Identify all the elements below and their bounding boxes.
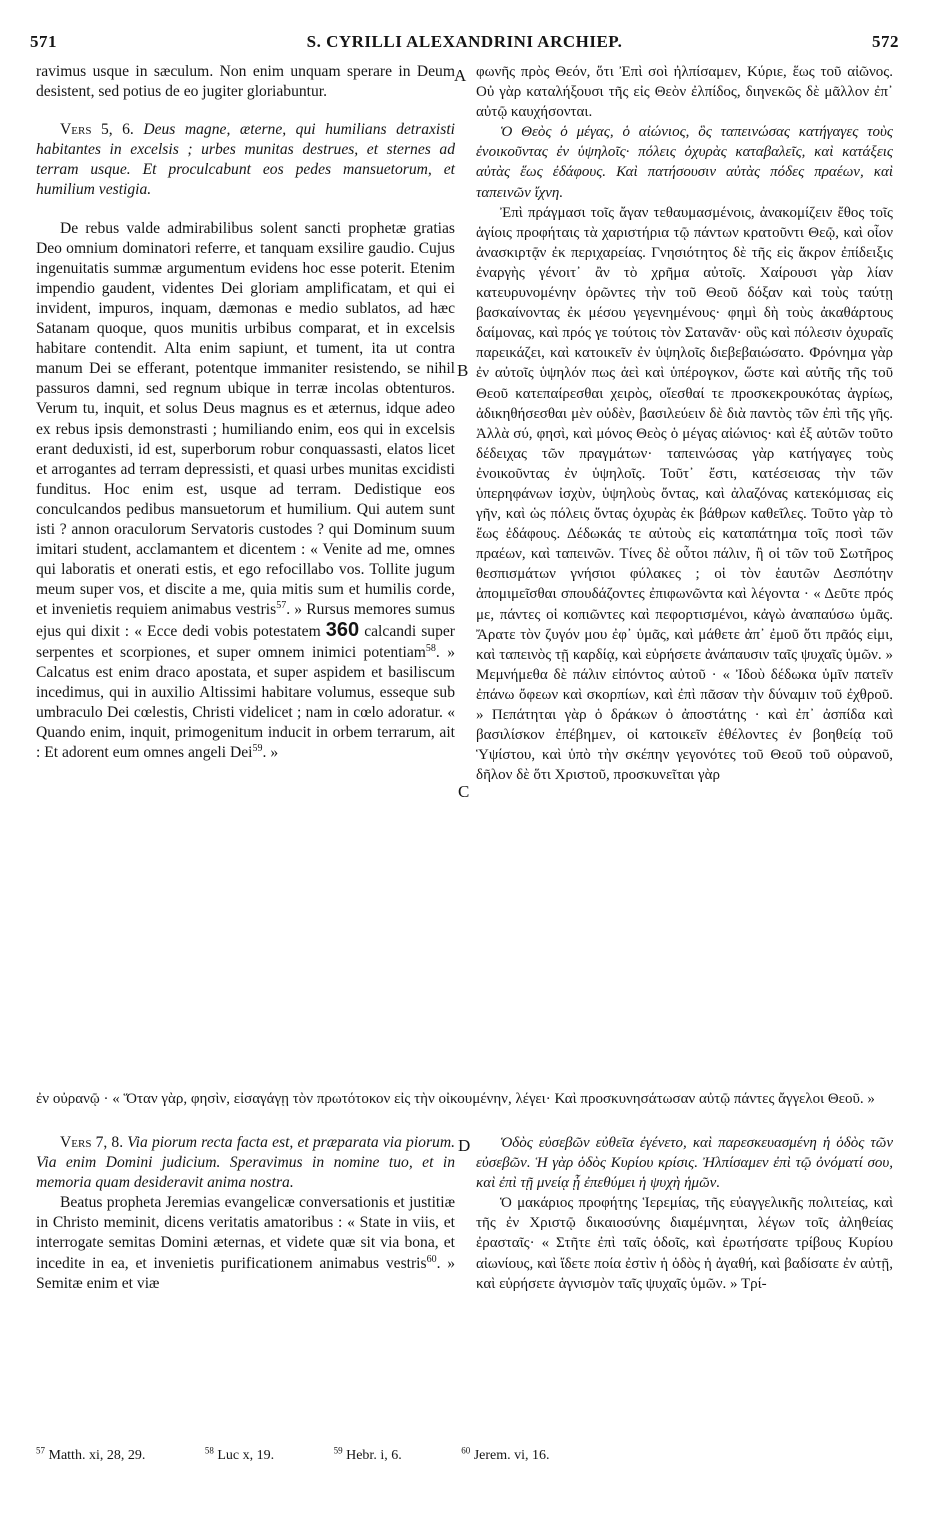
greek-commentary: Ὁ μακάριος προφήτης Ἱερεμίας, τῆς εὐαγγελικῆς πολιτείας, καὶ τῆς ἐν Χριστῷ δικαιοσύνης διαμέμνηται, λέγων τοῖς ἀληθείας ἐρασταῖς· « Στῆτε ἐπὶ ταῖς ὁδοῖς, καὶ ἐρωτήσατε τρίβους Κυρίου αἰωνίους, καὶ ἴδετε ποία ἐστὶν ἡ ὁδὸς ἡ ἀγαθή, καὶ βαδίσατε ἐν αὐτῇ, καὶ εὑρήσετε ἁγνισμὸν ταῖς ψυχαῖς ὑμῶν. » Τρί- bbox=[476, 1195, 893, 1292]
latin-text: . » Rursus memores sumus ejus qui dixit : « Ecce dedi vobis potestatem bbox=[36, 601, 455, 641]
latin-column-top bbox=[36, 62, 455, 763]
latin-text: Beatus propheta Jeremias evangelicæ conversationis et justitiæ in Christo meminit, dicens veritatis amatoribus : « State in viis, et interrogate semitas Domini æternas, et videte quæ sit via bona, et incedite in ea, et invenietis purificationem animabus vestris bbox=[36, 1194, 455, 1272]
marginal-page-number: 360 bbox=[325, 619, 360, 642]
latin-text: . » bbox=[262, 744, 279, 761]
column-marker-d: D bbox=[458, 1136, 471, 1155]
latin-commentary bbox=[36, 1193, 455, 1293]
verse-label: Vers bbox=[60, 1134, 92, 1151]
footnote bbox=[36, 1445, 173, 1463]
footnote-text: Hebr. i, 6. bbox=[346, 1448, 402, 1463]
latin-column-bottom bbox=[36, 1133, 455, 1294]
footnote bbox=[204, 1445, 302, 1463]
footnote bbox=[333, 1445, 430, 1463]
greek-verse-heading bbox=[476, 122, 893, 202]
latin-text: . » Semitæ enim et viæ bbox=[36, 1254, 456, 1292]
footnote-number: 57 bbox=[36, 1445, 45, 1456]
greek-column-bottom bbox=[476, 1133, 893, 1294]
latin-verse-heading bbox=[36, 120, 455, 200]
verse-text: Ὁ Θεὸς ὁ μέγας, ὁ αἰώνιος, ὃς ταπεινώσας κατήγαγες τοὺς ἐνοικοῦντας ἐν ὑψηλοῖς· πόλεις ὀχυρὰς καταβαλεῖς, καὶ κατάξεις αὐτὰς ἕως ἐδάφους. Καὶ πατήσουσιν αὐτὰς πόδες πραέων, καὶ ταπεινῶν ἴχνη. bbox=[476, 124, 893, 201]
greek-commentary: Ἐπὶ πράγμασι τοῖς ἄγαν τεθαυμασμένοις, ἀνακομίζειν ἔθος τοῖς ἁγίοις προφήταις τὰ χαριστήρια τῷ πάντων κρατοῦντι Θεῷ, καὶ οἷον ἀνασκιρτᾷν ἐκ περιχαρείας. Γνησιότητος δὲ τῆς εἰς ἄκρον ἐπίδειξις ἐναργὴς γένοιτ᾽ ἂν τὸ χρῆμα αὐτοῖς. Χαίρουσι γὰρ λίαν κατευρυνομένην ὁρῶντες τὴν τοῦ Θεοῦ δόξαν καὶ τοὺς ταύτῃ βασκαίνοντας ἐκ μέσου γεγενημένους· φημὶ δὴ τοὺς ἀκαθάρτους δαίμονας, καὶ πρός γε τούτοις τὸν Σατανᾶν· οὓς καὶ πόλεσιν ὀχυραῖς παρεικάζει, καὶ κατοικεῖν ἐν ὑψηλοῖς διεβεβαιώσατο. Φρόνημα γὰρ ἐν αὐτοῖς ὑψηλόν πως ἀεὶ καὶ ὑπέρογκον, ὥστε καὶ αὐτῆς τῆς τοῦ Θεοῦ κατεπαίρεσθαι χειρὸς, οἴεσθαί τε προσκεκρουκότας ἀγρίως, ἀδικηθήσεσθαι μὲν οὐδὲν, βασιλεύειν δὲ διὰ παντὸς τῶν ἐπὶ τῆς γῆς. Ἀλλὰ σύ, φησὶ, καὶ μόνος Θεὸς ὁ μέγας αἰώνιος· καὶ ἐξ αὐτῶν τοῦτο δέδειχας τῶν πραγμάτων· ταπεινώσας γὰρ κατήγαγες τοὺς ἐνοικοῦντας ἐν ὑψηλοῖς. Τοῦτ᾽ ἔστι, κατέσεισας τὴν τῶν ὑπερηφάνων ἰσχὺν, ὑψηλοὺς ὄντας, καὶ ἀλαζόνας κατεκόμισας εἰς γῆν, καὶ ὡς πόλεις ὄντας ὀχυρὰς ἐκ βάθρων καθεῖλες. Τοῦτο γὰρ τὸ ἕως ἐδάφους. Δέδωκάς τε αὐτοὺς εἰς καταπάτημα τοῖς ποσὶ τῶν πραέων, καὶ ταπεινῶν. Τίνες δὲ οὗτοι πάλιν, ἢ οἱ τῶν τοῦ Σωτῆρος θεσπισμάτων γνήσιοι φύλακες ; οἱ τὸν ἑαυτῶν Δεσπότην ἀπομιμεῖσθαι σπουδάζοντες ἐπιφωνῶντα καὶ λέγοντα · « Δεῦτε πρός με, πάντες οἱ κοπιῶντες καὶ πεφορτισμένοι, κἀγὼ ἀναπαύσω ὑμᾶς. Ἄρατε τὸν ζυγόν μου ἐφ᾽ ὑμᾶς, καὶ μάθετε ἀπ᾽ ἐμοῦ ὅτι πρᾶός εἰμι, καὶ ταπεινὸς τῇ καρδίᾳ, καὶ εὑρήσετε ἀνάπαυσιν ταῖς ψυχαῖς ὑμῶν. » Μεμνήμεθα δὲ πάλιν εἰπόντος αὐτοῦ · « Ἰδοὺ δέδωκα ὑμῖν πατεῖν ἐπάνω ὄφεων καὶ σκορπίων, καὶ ἐπὶ πᾶσαν τὴν δύναμιν τοῦ ἐχθροῦ. » Πεπάτηται γὰρ ὁ δράκων ὁ ἀποστάτης · καὶ ἐπ᾽ ἀσπίδα καὶ βασιλίσκον ἐπέβημεν, οἱ κατοικεῖν ἐθέλοντες ἐν βοηθείᾳ τοῦ Ὑψίστου, καὶ ὑπὸ τὴν σκέπην γεγονότες τοῦ Θεοῦ τοῦ οὐρανοῦ, δῆλον δὲ ὅτι Χριστοῦ, προσκυνεῖται γὰρ bbox=[476, 204, 893, 784]
latin-paragraph: ravimus usque in sæculum. Non enim unquam sperare in Deum desistent, sed potius de eo jugiter gloriabuntur. bbox=[36, 63, 455, 101]
footnote-text: Luc x, 19. bbox=[217, 1448, 275, 1463]
latin-verse-heading bbox=[36, 1133, 455, 1193]
page-number-left: 571 bbox=[30, 32, 57, 51]
verse-number: 5, 6. bbox=[100, 121, 134, 139]
verse-number: 7, 8. bbox=[95, 1134, 124, 1151]
verse-text: Deus magne, æterne, qui humilians detraxisti habitantes in excelsis ; urbes munitas destrues, et sternes ad terram usque. Et proculcabunt eos pedes mansuetorum, et humilium vestigia. bbox=[36, 121, 455, 199]
verse-text: Via piorum recta facta est, et præparata via piorum. Via enim Domini judicium. Speravimus in nomine tuo, et in memoria quam desideravit anima nostra. bbox=[36, 1134, 455, 1192]
verse-text: Ὁδὸς εὐσεβῶν εὐθεῖα ἐγένετο, καὶ παρεσκευασμένη ἡ ὁδὸς τῶν εὐσεβῶν. Ἡ γὰρ ὁδὸς Κυρίου κρίσις. Ἠλπίσαμεν ἐπὶ τῷ ὀνόματί σου, καὶ ἐπὶ τῇ μνείᾳ ᾗ ἐπεθύμει ἡ ψυχὴ ἡμῶν. bbox=[476, 1135, 893, 1192]
footnote-number: 59 bbox=[333, 1445, 343, 1456]
page-number-right: 572 bbox=[872, 32, 899, 51]
running-title: S. CYRILLI ALEXANDRINI ARCHIEP. bbox=[306, 32, 623, 51]
latin-text: calcandi super serpentes et scorpiones, et super omnem inimici potentiam bbox=[36, 623, 455, 661]
greek-column-top bbox=[476, 62, 893, 785]
latin-text: De rebus valde admirabilibus solent sancti prophetæ gratias Deo omnium dominatori referre, et tanquam exsilire gaudio. Cujus ingenuitatis summæ argumentum evidens hoc esse poterit. Etenim impendio gaudent, videntes Dei gloriam amplificatam, et qui ei invident, impuros, inquam, dæmonas e medio sublatos, ad hæc Satanam quoque, quos munitis urbibus comparat, et in excelsis habitare contendit. Alta enim sapiunt, et tument, ita ut contra manum Dei se efferant, potentque immaniter resistendo, se nihil passuros damni, sed regnum ubique in terræ incolas obtenturos. Verum tu, inquit, et solus Deus magnus es et æternus, idque adeo ex rebus ipsis demonstrasti ; humiliando enim, eos qui in excelsis erant deduxisti, id est, superborum robur conquassasti, elatos licet et arrogantes ad terram depressisti, et quasi urbes munitas excidisti funditus. Hoc enim est, usque ad terram. Dedistique eos conculcandos pedibus mansuetorum et humilium. Qui autem sunt isti ? annon oraculorum Servatoris custodes ? qui Dominum suum imitari student, acclamantem et dicentem : « Venite ad me, omnes qui laboratis et onerati estis, et ego refocillabo vos. Tollite jugum meum super vos, et discite a me, quia mitis sum et humilis corde, et invenietis requiem animabus vestris bbox=[36, 219, 455, 619]
latin-text: . » Calcatus est enim draco apostata, et super aspidem et basiliscum incedimus, qui in auxilio Altissimi habitare volumus, esseque sub umbraculo Dei cœlestis, Christi videlicet ; nam in cœlo adoratur. « Quando enim, inquit, primogenitum inducit in orbem terrarum, ait : Et adorent eum omnes angeli Dei bbox=[36, 643, 456, 761]
footnotes bbox=[36, 1447, 899, 1465]
greek-paragraph: ἐν οὐρανῷ · « Ὅταν γὰρ, φησὶν, εἰσαγάγῃ τὸν πρωτότοκον εἰς τὴν οἰκουμένην, λέγει· Καὶ προσκυνησάτωσαν αὐτῷ πάντες ἄγγελοι Θεοῦ. » bbox=[36, 1091, 875, 1107]
footnote-ref: 57 bbox=[276, 600, 287, 612]
footnote-ref: 58 bbox=[425, 642, 436, 654]
footnote-number: 58 bbox=[204, 1445, 214, 1456]
column-marker-a: A bbox=[454, 66, 467, 85]
running-header bbox=[30, 32, 899, 56]
footnote-number: 60 bbox=[461, 1445, 471, 1456]
greek-paragraph: φωνῆς πρὸς Θεόν, ὅτι Ἐπὶ σοὶ ἠλπίσαμεν, Κύριε, ἕως τοῦ αἰῶνος. Οὐ γὰρ καταλήξουσι τῆς εἰς Θεὸν ἐλπίδος, διηνεκῶς δὲ μᾶλλον ἐπ᾽ αὐτῷ καυχήσονται. bbox=[476, 64, 893, 121]
greek-verse-heading bbox=[476, 1133, 893, 1193]
column-marker-b: B bbox=[457, 361, 469, 380]
greek-full-width-line bbox=[36, 1089, 893, 1109]
footnote-ref: 59 bbox=[252, 742, 263, 754]
footnote-text: Matth. xi, 28, 29. bbox=[48, 1448, 146, 1463]
footnote-text: Jerem. vi, 16. bbox=[473, 1448, 550, 1463]
verse-label: Vers bbox=[60, 121, 92, 139]
footnote-ref: 60 bbox=[426, 1253, 437, 1265]
latin-commentary bbox=[36, 219, 455, 764]
column-marker-c: C bbox=[458, 782, 470, 801]
footnote bbox=[461, 1445, 577, 1463]
